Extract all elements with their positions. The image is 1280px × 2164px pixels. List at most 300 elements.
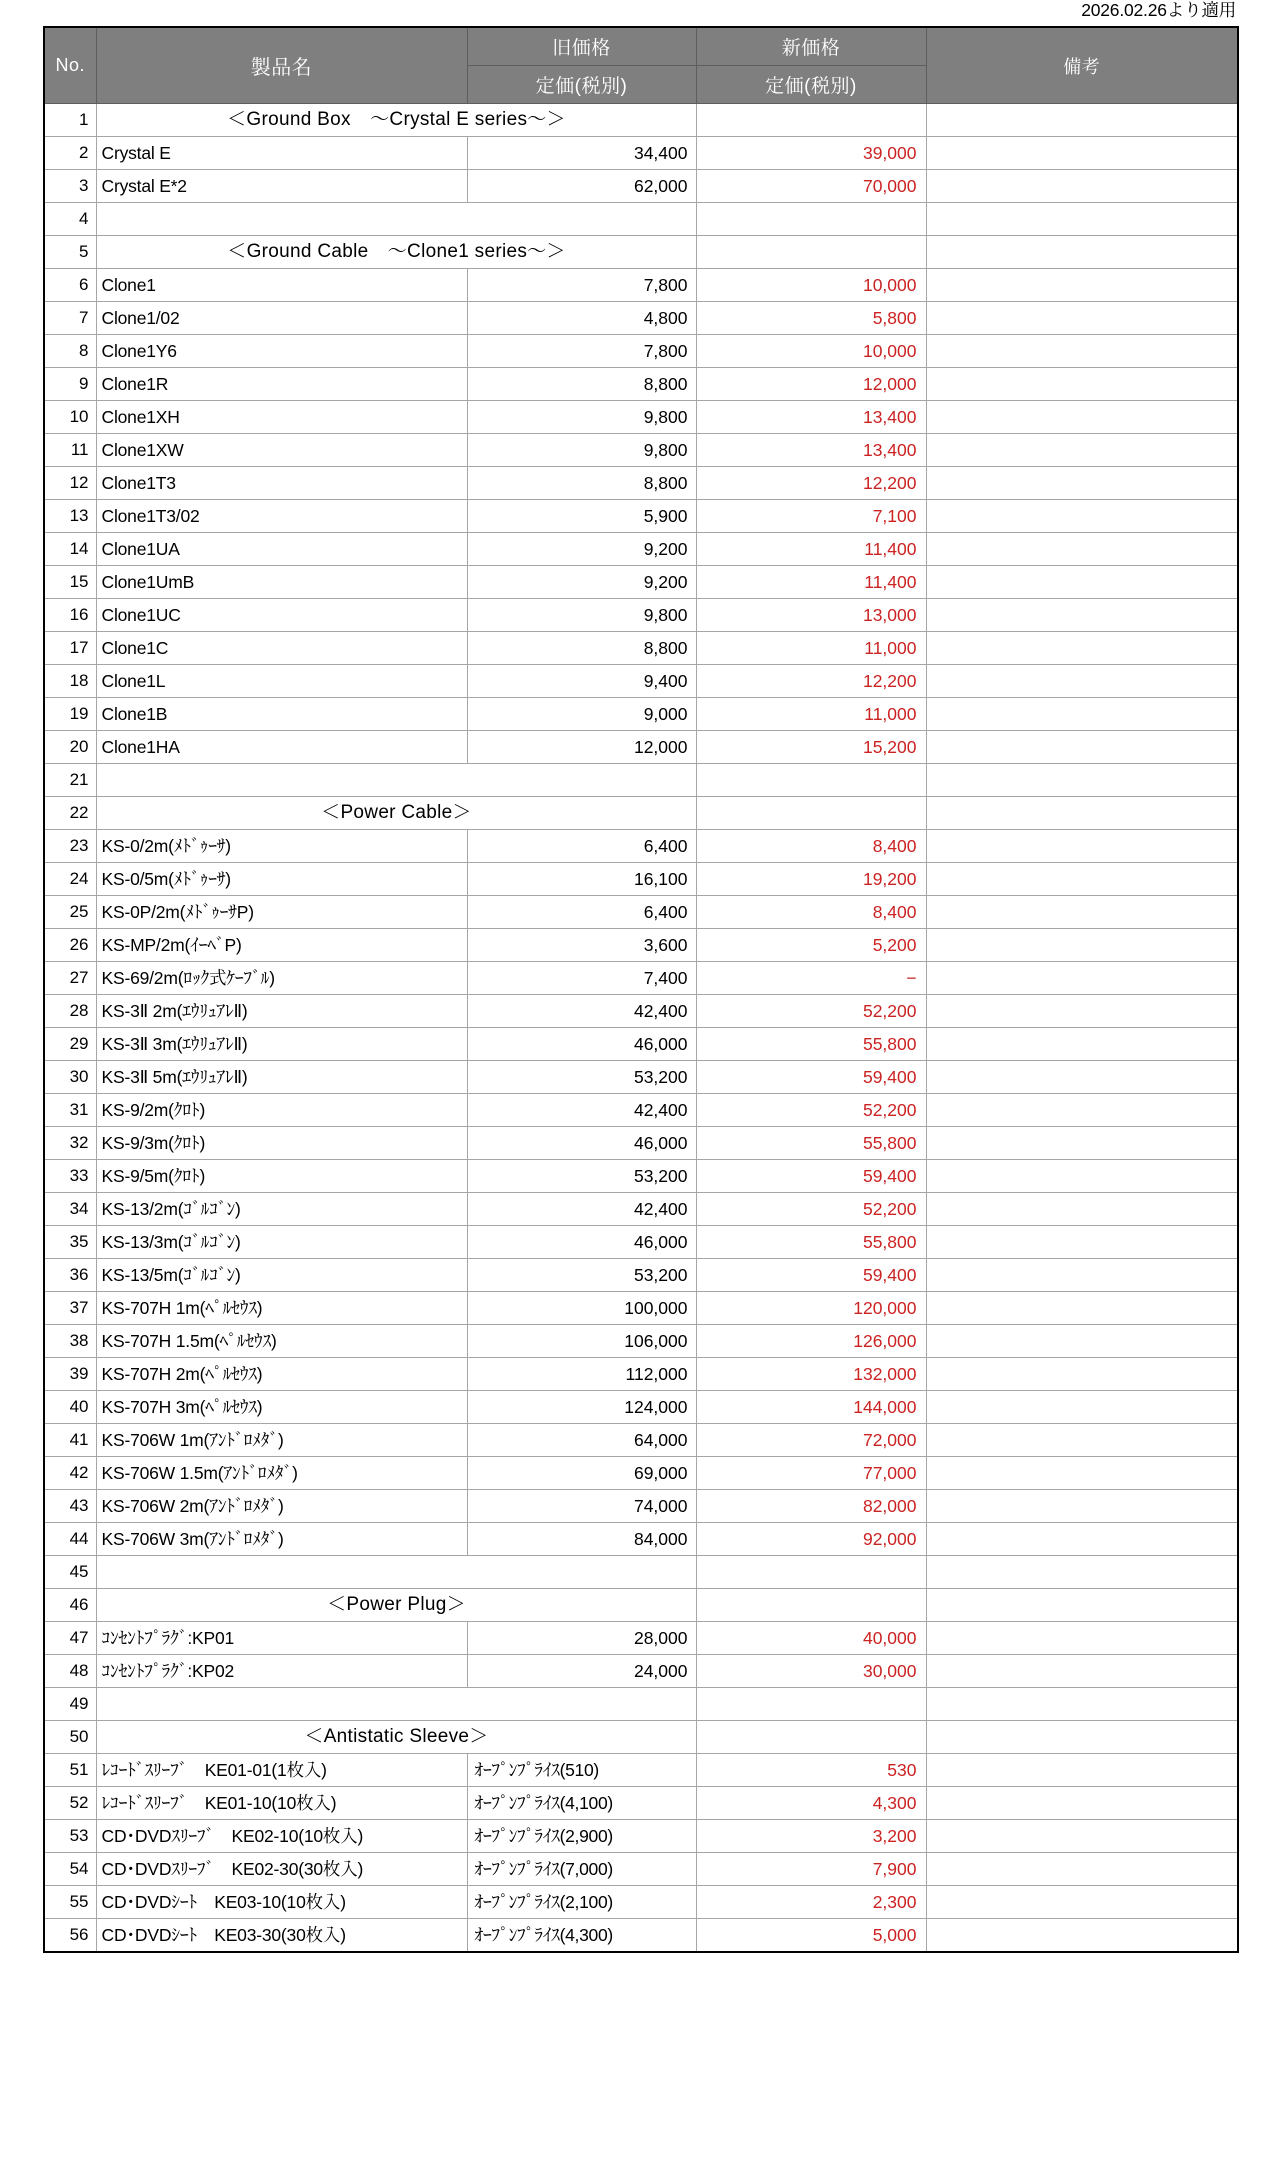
old-price-cell: 84,000 [467,1523,696,1556]
old-price-cell: 46,000 [467,1127,696,1160]
new-price-cell: 120,000 [696,1292,926,1325]
table-row [44,368,1238,401]
price-table-body [44,104,1238,1953]
table-row [44,962,1238,995]
product-name-cell: KS-MP/2m(ｲｰﾍﾞP) [96,929,467,962]
new-price-cell: 12,200 [696,665,926,698]
row-number-cell: 35 [44,1226,96,1259]
new-price-cell: 30,000 [696,1655,926,1688]
new-price-cell: − [696,962,926,995]
old-price-cell: 16,100 [467,863,696,896]
table-row [44,1127,1238,1160]
blank-new-price-cell [696,1556,926,1589]
remark-cell [926,1160,1238,1193]
new-price-cell: 92,000 [696,1523,926,1556]
table-row [44,1622,1238,1655]
old-price-cell: ｵｰﾌﾟﾝﾌﾟﾗｲｽ(2,900) [467,1820,696,1853]
table-row [44,104,1238,137]
table-row [44,401,1238,434]
new-price-cell: 52,200 [696,995,926,1028]
new-price-cell: 5,800 [696,302,926,335]
remark-cell [926,764,1238,797]
row-number-cell: 12 [44,467,96,500]
product-name-cell: KS-706W 1m(ｱﾝﾄﾞﾛﾒﾀﾞ) [96,1424,467,1457]
table-row [44,137,1238,170]
remark-cell [926,302,1238,335]
row-number-cell: 42 [44,1457,96,1490]
row-number-cell: 48 [44,1655,96,1688]
remark-cell [926,1589,1238,1622]
table-row [44,632,1238,665]
remark-cell [926,1490,1238,1523]
row-number-cell: 16 [44,599,96,632]
old-price-cell: 7,800 [467,335,696,368]
old-price-cell: 53,200 [467,1259,696,1292]
product-name-cell: KS-706W 1.5m(ｱﾝﾄﾞﾛﾒﾀﾞ) [96,1457,467,1490]
blank-name-cell [96,1688,696,1721]
remark-cell [926,1622,1238,1655]
remark-cell [926,236,1238,269]
old-price-cell: 42,400 [467,1193,696,1226]
new-price-cell: 52,200 [696,1193,926,1226]
row-number-cell: 30 [44,1061,96,1094]
header-row-top [44,27,1238,66]
old-price-cell: 9,800 [467,599,696,632]
row-number-cell: 47 [44,1622,96,1655]
table-row [44,1721,1238,1754]
table-row [44,467,1238,500]
row-number-cell: 29 [44,1028,96,1061]
row-number-cell: 46 [44,1589,96,1622]
row-number-cell: 22 [44,797,96,830]
new-price-cell: 72,000 [696,1424,926,1457]
table-row [44,1919,1238,1953]
row-number-cell: 13 [44,500,96,533]
remark-cell [926,1688,1238,1721]
product-name-cell: KS-9/2m(ｸﾛﾄ) [96,1094,467,1127]
row-number-cell: 19 [44,698,96,731]
row-number-cell: 27 [44,962,96,995]
product-name-cell: KS-69/2m(ﾛｯｸ式ｹｰﾌﾞﾙ) [96,962,467,995]
table-row [44,1787,1238,1820]
product-name-cell: Clone1T3 [96,467,467,500]
new-price-cell: 144,000 [696,1391,926,1424]
row-number-cell: 15 [44,566,96,599]
row-number-cell: 49 [44,1688,96,1721]
old-price-cell: 28,000 [467,1622,696,1655]
old-price-cell: ｵｰﾌﾟﾝﾌﾟﾗｲｽ(2,100) [467,1886,696,1919]
remark-cell [926,995,1238,1028]
new-price-cell: 7,100 [696,500,926,533]
table-row [44,566,1238,599]
remark-cell [926,1061,1238,1094]
table-row [44,1193,1238,1226]
row-number-cell: 55 [44,1886,96,1919]
table-row [44,1226,1238,1259]
product-name-cell: Clone1XW [96,434,467,467]
old-price-cell: 9,200 [467,566,696,599]
old-price-cell: 24,000 [467,1655,696,1688]
product-name-cell: KS-0P/2m(ﾒﾄﾞｩｰｻP) [96,896,467,929]
table-row [44,203,1238,236]
new-price-cell [696,236,926,269]
column-header-new-price: 新価格 [696,27,926,66]
new-price-cell: 10,000 [696,335,926,368]
table-row [44,995,1238,1028]
table-row [44,1490,1238,1523]
row-number-cell: 24 [44,863,96,896]
table-row [44,1457,1238,1490]
new-price-cell: 55,800 [696,1028,926,1061]
new-price-cell: 11,400 [696,533,926,566]
remark-cell [926,170,1238,203]
effective-date-label: 2026.02.26より適用 [1081,0,1236,20]
row-number-cell: 50 [44,1721,96,1754]
old-price-cell: ｵｰﾌﾟﾝﾌﾟﾗｲｽ(4,100) [467,1787,696,1820]
row-number-cell: 6 [44,269,96,302]
product-name-cell: KS-13/2m(ｺﾞﾙｺﾞﾝ) [96,1193,467,1226]
remark-cell [926,368,1238,401]
remark-cell [926,1292,1238,1325]
remark-cell [926,1127,1238,1160]
column-header-old-price: 旧価格 [467,27,696,66]
product-name-cell: CD･DVDｼｰﾄ KE03-30(30枚入) [96,1919,467,1953]
new-price-cell: 59,400 [696,1061,926,1094]
table-row [44,1259,1238,1292]
product-name-cell: Clone1C [96,632,467,665]
old-price-cell: 9,800 [467,401,696,434]
old-price-cell: 3,600 [467,929,696,962]
new-price-cell: 530 [696,1754,926,1787]
table-row [44,830,1238,863]
remark-cell [926,1919,1238,1953]
remark-cell [926,434,1238,467]
row-number-cell: 8 [44,335,96,368]
old-price-cell: 9,800 [467,434,696,467]
new-price-cell [696,1589,926,1622]
row-number-cell: 9 [44,368,96,401]
old-price-cell: 53,200 [467,1061,696,1094]
new-price-cell: 15,200 [696,731,926,764]
row-number-cell: 45 [44,1556,96,1589]
column-header-remarks: 備考 [926,27,1238,104]
old-price-cell: ｵｰﾌﾟﾝﾌﾟﾗｲｽ(510) [467,1754,696,1787]
product-name-cell: ｺﾝｾﾝﾄﾌﾟﾗｸﾞ:KP02 [96,1655,467,1688]
table-row [44,1358,1238,1391]
product-name-cell: Clone1UA [96,533,467,566]
remark-cell [926,896,1238,929]
row-number-cell: 5 [44,236,96,269]
table-row [44,929,1238,962]
row-number-cell: 56 [44,1919,96,1953]
table-row [44,764,1238,797]
new-price-cell: 55,800 [696,1127,926,1160]
old-price-cell: 5,900 [467,500,696,533]
new-price-cell: 13,400 [696,434,926,467]
new-price-cell: 11,000 [696,632,926,665]
table-row [44,500,1238,533]
remark-cell [926,1358,1238,1391]
product-name-cell: Crystal E*2 [96,170,467,203]
table-row [44,698,1238,731]
table-row [44,302,1238,335]
table-row [44,1820,1238,1853]
product-name-cell: ﾚｺｰﾄﾞｽﾘｰﾌﾞ KE01-10(10枚入) [96,1787,467,1820]
old-price-cell: 62,000 [467,170,696,203]
row-number-cell: 14 [44,533,96,566]
row-number-cell: 54 [44,1853,96,1886]
row-number-cell: 37 [44,1292,96,1325]
old-price-cell: 112,000 [467,1358,696,1391]
product-name-cell: Clone1UC [96,599,467,632]
new-price-cell: 126,000 [696,1325,926,1358]
remark-cell [926,698,1238,731]
table-row [44,1886,1238,1919]
remark-cell [926,599,1238,632]
old-price-cell: 46,000 [467,1226,696,1259]
table-row [44,1061,1238,1094]
product-name-cell: Clone1Y6 [96,335,467,368]
product-name-cell: KS-9/5m(ｸﾛﾄ) [96,1160,467,1193]
remark-cell [926,1820,1238,1853]
table-row [44,1589,1238,1622]
new-price-cell: 5,000 [696,1919,926,1953]
product-name-cell: ｺﾝｾﾝﾄﾌﾟﾗｸﾞ:KP01 [96,1622,467,1655]
remark-cell [926,1424,1238,1457]
product-name-cell: KS-3Ⅱ 3m(ｴｳﾘｭｱﾚⅡ) [96,1028,467,1061]
new-price-cell [696,104,926,137]
product-name-cell: KS-13/3m(ｺﾞﾙｺﾞﾝ) [96,1226,467,1259]
table-row [44,665,1238,698]
old-price-cell: 106,000 [467,1325,696,1358]
remark-cell [926,1655,1238,1688]
remark-cell [926,566,1238,599]
remark-cell [926,203,1238,236]
old-price-cell: 8,800 [467,368,696,401]
remark-cell [926,269,1238,302]
old-price-cell: 124,000 [467,1391,696,1424]
table-row [44,863,1238,896]
row-number-cell: 11 [44,434,96,467]
remark-cell [926,467,1238,500]
row-number-cell: 53 [44,1820,96,1853]
column-header-product-name: 製品名 [96,27,467,104]
old-price-cell: 42,400 [467,1094,696,1127]
remark-cell [926,1193,1238,1226]
remark-cell [926,797,1238,830]
remark-cell [926,1028,1238,1061]
product-name-cell: KS-3Ⅱ 5m(ｴｳﾘｭｱﾚⅡ) [96,1061,467,1094]
row-number-cell: 39 [44,1358,96,1391]
table-row [44,1853,1238,1886]
old-price-cell: 9,400 [467,665,696,698]
old-price-cell: 69,000 [467,1457,696,1490]
table-row [44,1160,1238,1193]
product-name-cell: Clone1R [96,368,467,401]
remark-cell [926,1754,1238,1787]
blank-name-cell [96,203,696,236]
product-name-cell: Clone1/02 [96,302,467,335]
row-number-cell: 44 [44,1523,96,1556]
new-price-cell: 13,400 [696,401,926,434]
old-price-cell: 100,000 [467,1292,696,1325]
new-price-cell: 2,300 [696,1886,926,1919]
row-number-cell: 23 [44,830,96,863]
row-number-cell: 51 [44,1754,96,1787]
row-number-cell: 10 [44,401,96,434]
new-price-cell: 132,000 [696,1358,926,1391]
row-number-cell: 40 [44,1391,96,1424]
product-name-cell: KS-0/2m(ﾒﾄﾞｩｰｻ) [96,830,467,863]
row-number-cell: 32 [44,1127,96,1160]
table-row [44,1754,1238,1787]
row-number-cell: 3 [44,170,96,203]
table-row [44,797,1238,830]
row-number-cell: 41 [44,1424,96,1457]
new-price-cell: 11,400 [696,566,926,599]
new-price-cell: 7,900 [696,1853,926,1886]
effective-date-bar [43,0,1237,26]
remark-cell [926,665,1238,698]
new-price-cell: 4,300 [696,1787,926,1820]
table-row [44,1523,1238,1556]
remark-cell [926,1787,1238,1820]
row-number-cell: 31 [44,1094,96,1127]
new-price-cell: 40,000 [696,1622,926,1655]
remark-cell [926,1457,1238,1490]
table-row [44,335,1238,368]
price-table [43,26,1239,1953]
blank-name-cell [96,1556,696,1589]
product-name-cell: Clone1XH [96,401,467,434]
table-row [44,170,1238,203]
table-row [44,599,1238,632]
remark-cell [926,1886,1238,1919]
product-name-cell: KS-706W 2m(ｱﾝﾄﾞﾛﾒﾀﾞ) [96,1490,467,1523]
product-name-cell: CD･DVDｼｰﾄ KE03-10(10枚入) [96,1886,467,1919]
old-price-cell: 7,800 [467,269,696,302]
table-row [44,1556,1238,1589]
product-name-cell: KS-706W 3m(ｱﾝﾄﾞﾛﾒﾀﾞ) [96,1523,467,1556]
section-header-cell: ＜Antistatic Sleeve＞ [96,1721,696,1754]
old-price-cell: 53,200 [467,1160,696,1193]
row-number-cell: 26 [44,929,96,962]
table-row [44,236,1238,269]
product-name-cell: CD･DVDｽﾘｰﾌﾞ KE02-30(30枚入) [96,1853,467,1886]
blank-new-price-cell [696,764,926,797]
table-row [44,896,1238,929]
remark-cell [926,1523,1238,1556]
product-name-cell: Clone1UmB [96,566,467,599]
new-price-cell: 11,000 [696,698,926,731]
column-subheader-new-price: 定価(税別) [696,66,926,104]
row-number-cell: 33 [44,1160,96,1193]
section-header-cell: ＜Ground Cable ～Clone1 series～＞ [96,236,696,269]
old-price-cell: 34,400 [467,137,696,170]
old-price-cell: 8,800 [467,467,696,500]
column-header-no: No. [44,27,96,104]
new-price-cell: 8,400 [696,896,926,929]
product-name-cell: Clone1L [96,665,467,698]
new-price-cell: 55,800 [696,1226,926,1259]
row-number-cell: 25 [44,896,96,929]
blank-new-price-cell [696,1688,926,1721]
new-price-cell: 3,200 [696,1820,926,1853]
old-price-cell: ｵｰﾌﾟﾝﾌﾟﾗｲｽ(4,300) [467,1919,696,1953]
table-row [44,533,1238,566]
old-price-cell: 8,800 [467,632,696,665]
table-row [44,1028,1238,1061]
table-row [44,434,1238,467]
remark-cell [926,929,1238,962]
new-price-cell: 59,400 [696,1160,926,1193]
product-name-cell: Clone1T3/02 [96,500,467,533]
remark-cell [926,1259,1238,1292]
row-number-cell: 21 [44,764,96,797]
old-price-cell: 9,200 [467,533,696,566]
new-price-cell: 12,000 [696,368,926,401]
product-name-cell: KS-13/5m(ｺﾞﾙｺﾞﾝ) [96,1259,467,1292]
old-price-cell: 74,000 [467,1490,696,1523]
new-price-cell: 39,000 [696,137,926,170]
remark-cell [926,1325,1238,1358]
new-price-cell [696,797,926,830]
old-price-cell: 6,400 [467,896,696,929]
new-price-cell: 8,400 [696,830,926,863]
row-number-cell: 4 [44,203,96,236]
product-name-cell: KS-707H 1.5m(ﾍﾟﾙｾｳｽ) [96,1325,467,1358]
remark-cell [926,731,1238,764]
remark-cell [926,533,1238,566]
old-price-cell: 7,400 [467,962,696,995]
table-row [44,1688,1238,1721]
new-price-cell: 77,000 [696,1457,926,1490]
remark-cell [926,1391,1238,1424]
remark-cell [926,1226,1238,1259]
product-name-cell: KS-0/5m(ﾒﾄﾞｩｰｻ) [96,863,467,896]
product-name-cell: Clone1 [96,269,467,302]
remark-cell [926,1556,1238,1589]
column-subheader-old-price: 定価(税別) [467,66,696,104]
product-name-cell: Clone1HA [96,731,467,764]
table-row [44,269,1238,302]
section-header-cell: ＜Power Cable＞ [96,797,696,830]
old-price-cell: 12,000 [467,731,696,764]
row-number-cell: 1 [44,104,96,137]
remark-cell [926,104,1238,137]
table-row [44,1292,1238,1325]
remark-cell [926,1721,1238,1754]
section-header-cell: ＜Ground Box ～Crystal E series～＞ [96,104,696,137]
new-price-cell: 59,400 [696,1259,926,1292]
product-name-cell: KS-3Ⅱ 2m(ｴｳﾘｭｱﾚⅡ) [96,995,467,1028]
row-number-cell: 2 [44,137,96,170]
remark-cell [926,401,1238,434]
product-name-cell: Clone1B [96,698,467,731]
price-table-head [44,27,1238,104]
table-row [44,1655,1238,1688]
new-price-cell: 10,000 [696,269,926,302]
remark-cell [926,1094,1238,1127]
remark-cell [926,830,1238,863]
remark-cell [926,137,1238,170]
old-price-cell: 4,800 [467,302,696,335]
table-row [44,1094,1238,1127]
new-price-cell: 5,200 [696,929,926,962]
table-row [44,1325,1238,1358]
remark-cell [926,962,1238,995]
remark-cell [926,500,1238,533]
